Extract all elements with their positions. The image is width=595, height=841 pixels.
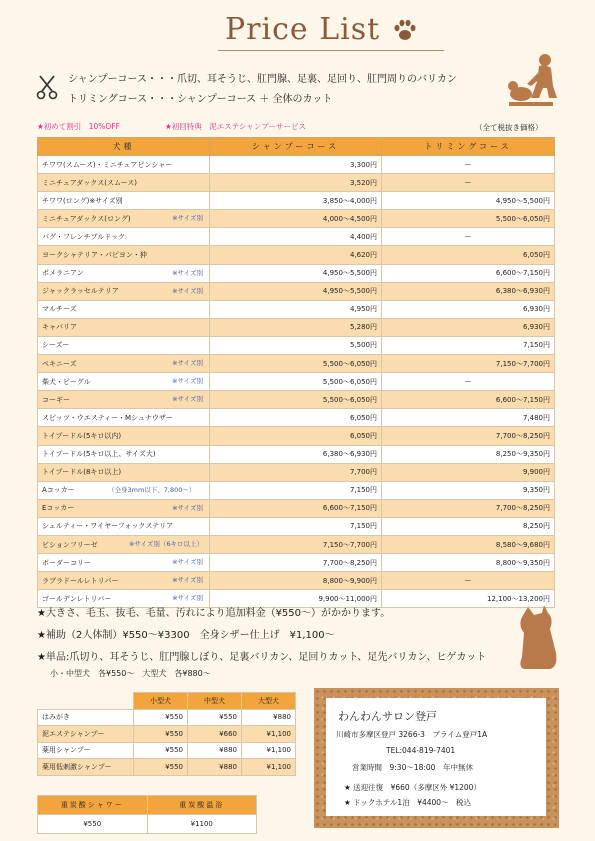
breed-name: コーギー [42,395,70,404]
tax-note: （全て税抜き価格） [475,123,543,132]
trimming-price: 6,930円 [382,318,555,336]
option-name: はみがき [38,709,134,726]
breed-name: Eコッカー [42,504,75,513]
table-row [38,572,555,590]
shampoo-price: 4,000～4,500円 [210,210,382,228]
shampoo-price: 4,950～5,500円 [210,264,382,282]
price-table [37,137,555,608]
table-row [38,282,555,300]
paw-icon [392,18,418,44]
price-small: ¥550 [134,726,188,743]
option-name: 薬用シャンプー [38,742,134,759]
table-row [38,264,555,282]
trimming-price: 8,800～9,350円 [382,554,555,572]
price-medium: ¥880 [188,759,242,776]
trimming-price: 6,050円 [382,246,555,264]
header-small-dog: 小型犬 [134,693,188,710]
shampoo-price: 5,500円 [210,336,382,354]
shampoo-course-description: シャンプーコース・・・爪切、耳そうじ、肛門腺、足裏、足回り、肛門周りのバリカン [68,74,457,85]
breed-name: ヨークシャテリア・パピヨン・狆 [38,246,210,264]
header-breed: 犬種 [38,138,210,156]
price-medium: ¥880 [188,742,242,759]
shampoo-price: 5,500～6,050円 [210,391,382,409]
price-small: ¥550 [134,742,188,759]
table-row [38,463,555,481]
breed-name: スピッツ・ウエスティー・Mシュナウザー [38,409,210,427]
price-large: ¥880 [242,709,296,726]
breed-name: シェルティー・ワイヤーフォックステリア [38,517,210,535]
size-note: ※サイズ別 [172,503,203,512]
option-row [38,742,296,759]
table-row [38,445,555,463]
table-row [38,554,555,572]
breed-name: ミニチュアダックス(ロング) [42,214,131,223]
trimming-price: 7,700～8,250円 [382,427,555,445]
size-note: ※サイズ別 [172,558,203,567]
trimming-price: ー [382,373,555,391]
breed-name: ジャックラッセルテリア [42,287,119,296]
table-row [38,318,555,336]
price-large: ¥1,100 [242,726,296,743]
table-row [38,427,555,445]
trimming-price: 8,580～9,680円 [382,535,555,553]
size-note: ※サイズ別（6キロ以上） [128,539,203,548]
salon-name: わんわんサロン登戸 [338,710,437,723]
trimming-price: 7,480円 [382,409,555,427]
breed-name: ボーダーコリー [42,558,91,567]
shampoo-price: 7,150円 [210,481,382,499]
breed-name: キャバリア [38,318,210,336]
header-carbonate-shower: 重炭酸シャワー [38,796,148,815]
size-note: ※サイズ別 [172,576,203,585]
shampoo-price: 7,150円 [210,517,382,535]
trimming-price: 9,900円 [382,463,555,481]
option-row [38,709,296,726]
shampoo-price: 4,620円 [210,246,382,264]
trimming-price: 12,100～13,200円 [382,590,555,608]
table-row [38,409,555,427]
breed-name: チワワ(スムース)・ミニチュアピンシャー [38,156,210,174]
table-row [38,174,555,192]
breed-name: ポメラニアン [42,269,84,278]
breed-name: ラブラドールレトリバー [42,576,119,585]
table-row [38,228,555,246]
trimming-price: ー [382,174,555,192]
option-table [37,692,296,776]
option-name: 泥エステシャンプー [38,726,134,743]
first-visit-bonus: ★初回特典 泥エステシャンプーサービス [165,122,307,131]
shampoo-price: 4,950～5,500円 [210,282,382,300]
header-shampoo: シャンプーコース [210,138,382,156]
shampoo-price: 7,700円 [210,463,382,481]
breed-name: 柴犬・ビーグル [42,377,91,386]
table-row [38,499,555,517]
header-large-dog: 大型犬 [242,693,296,710]
sitting-dog-silhouette [510,603,562,673]
price-small: ¥550 [134,709,188,726]
shampoo-price: 9,900～11,000円 [210,590,382,608]
shampoo-price: 4,400円 [210,228,382,246]
table-row [38,535,555,553]
table-row [38,300,555,318]
scissors-icon [36,74,58,100]
table-row [38,373,555,391]
shampoo-price: 6,050円 [210,409,382,427]
header-medium-dog: 中型犬 [188,693,242,710]
table-row [38,156,555,174]
assistant-note: ★補助（2人体制）¥550～¥3300 全身シザー仕上げ ¥1,100～ [37,630,335,641]
trimming-price: 5,500～6,050円 [382,210,555,228]
price-medium: ¥550 [188,709,242,726]
price-carbonate-shower: ¥550 [38,815,148,834]
breed-name: ゴールデンレトリバー [42,594,112,603]
trimming-price: ー [382,572,555,590]
price-small: ¥550 [134,759,188,776]
size-note: ※サイズ別 [172,594,203,603]
trimming-price: 6,600～7,150円 [382,264,555,282]
shampoo-price: 6,380～6,930円 [210,445,382,463]
groomer-with-dog-silhouette [505,52,565,110]
single-item-prices: 小・中型犬 各¥550～ 大型犬 各¥880～ [50,669,211,678]
option-row [38,759,296,776]
carbonate-table [37,795,257,834]
shampoo-price: 3,520円 [210,174,382,192]
breed-name: ペキニーズ [42,359,77,368]
pickup-service: ★ 送迎往復 ¥660（多摩区外 ¥1200） [344,783,481,792]
title-divider [218,50,444,51]
trimming-price: ー [382,228,555,246]
breed-name: マルチーズ [38,300,210,318]
table-row [38,246,555,264]
shampoo-price: 3,850～4,000円 [210,192,382,210]
shampoo-price: 6,050円 [210,427,382,445]
trimming-price: 6,380～6,930円 [382,282,555,300]
size-note: ※サイズ別 [172,395,203,404]
shampoo-price: 5,500～6,050円 [210,373,382,391]
table-row [38,517,555,535]
price-medium: ¥660 [188,726,242,743]
option-name: 薬用低刺激シャンプー [38,759,134,776]
shampoo-price: 4,950円 [210,300,382,318]
extra-charge-note: ★大きさ、毛玉、抜毛、毛量、汚れにより追加料金（¥550～）がかかります。 [37,608,391,619]
trimming-price: 9,350円 [382,481,555,499]
table-row [38,355,555,373]
size-note: （全身3mm以下、7,800～） [108,485,196,494]
single-item-note: ★単品:爪切り、耳そうじ、肛門腺しぼり、足裏バリカン、足回りカット、足先バリカン、ヒゲカット [37,652,487,663]
table-row [38,481,555,499]
trimming-price: 7,150円 [382,336,555,354]
breed-name: トイプードル(8キロ以上) [38,463,210,481]
trimming-price: 8,250円 [382,517,555,535]
shampoo-price: 3,300円 [210,156,382,174]
trimming-price: 6,930円 [382,300,555,318]
breed-name: ビションフリーゼ [42,540,98,549]
trimming-price: 6,600～7,150円 [382,391,555,409]
trimming-price: 7,150～7,700円 [382,355,555,373]
table-row [38,391,555,409]
trimming-course-description: トリミングコース・・・シャンプーコース ＋ 全体のカット [68,94,333,105]
page-title: Price List [225,12,381,47]
table-row [38,210,555,228]
size-note: ※サイズ別 [172,286,203,295]
breed-name: チワワ(ロング)※サイズ別 [38,192,210,210]
price-carbonate-bath: ¥1100 [147,815,257,834]
size-note: ※サイズ別 [172,214,203,223]
dog-hotel: ★ ドックホテル1泊 ¥4400～ 税込 [344,798,472,807]
size-note: ※サイズ別 [172,359,203,368]
trimming-price: ー [382,156,555,174]
table-row [38,336,555,354]
shampoo-price: 7,150～7,700円 [210,535,382,553]
option-row [38,726,296,743]
trimming-price: 7,700～8,250円 [382,499,555,517]
breed-name: トイプードル(5キロ以内) [38,427,210,445]
shampoo-price: 6,600～7,150円 [210,499,382,517]
salon-hours: 営業時間 9:30～18:00 年中無休 [352,763,473,772]
first-time-discount: ★初めて割引 10%OFF [37,122,120,131]
header-trimming: トリミングコース [382,138,555,156]
breed-name: トイプードル(5キロ以上、サイズ大) [38,445,210,463]
shampoo-price: 8,800～9,900円 [210,572,382,590]
breed-name: パグ・フレンチブルドック [38,228,210,246]
breed-name: シーズー [38,336,210,354]
table-row [38,192,555,210]
trimming-price: 4,950～5,500円 [382,192,555,210]
shampoo-price: 5,280円 [210,318,382,336]
trimming-price: 8,250～9,350円 [382,445,555,463]
shampoo-price: 7,700～8,250円 [210,554,382,572]
price-large: ¥1,100 [242,742,296,759]
salon-info-card [326,698,546,816]
breed-name: Aコッカー [42,486,75,495]
breed-name: ミニチュアダックス(スムース) [38,174,210,192]
salon-phone: TEL:044-819-7401 [386,746,456,755]
size-note: ※サイズ別 [172,377,203,386]
salon-address: 川崎市多摩区登戸 3266-3 プライム登戸1A [336,730,488,739]
shampoo-price: 5,500～6,050円 [210,355,382,373]
price-large: ¥1,100 [242,759,296,776]
header-carbonate-bath: 重炭酸温浴 [147,796,257,815]
size-note: ※サイズ別 [172,268,203,277]
